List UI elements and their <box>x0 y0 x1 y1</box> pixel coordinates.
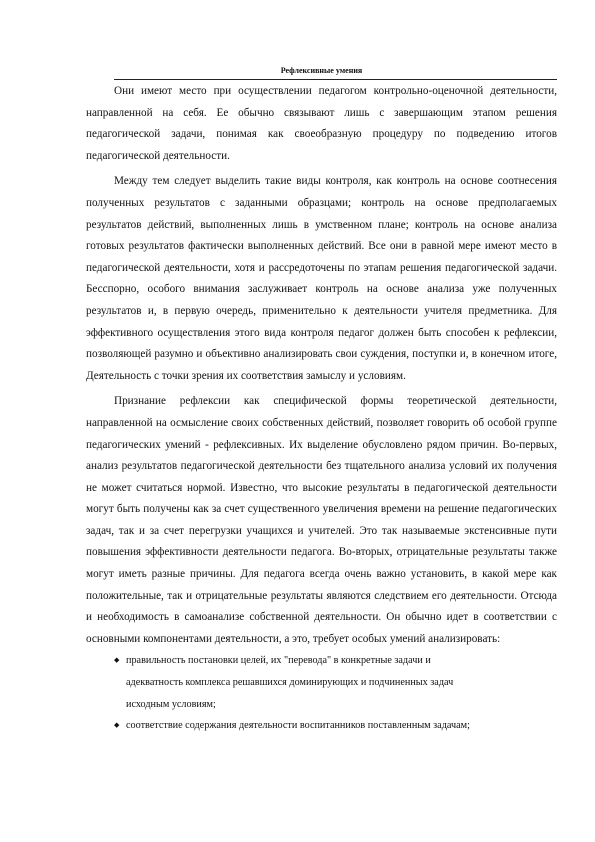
diamond-bullet-icon: ◆ <box>114 656 120 665</box>
list-item-text: правильность постановки целей, их "перевода" в конкретные задачи и адекватность комплекса решавшихся доминирующих и подчиненных задач исходным условиям; <box>126 655 454 710</box>
heading-underline <box>114 79 557 80</box>
bullet-list <box>86 650 557 736</box>
document-page <box>86 66 557 737</box>
list-item <box>86 650 486 715</box>
paragraph-2: Между тем следует выделить такие виды контроля, как контроль на основе соотнесения полученных результатов с заданными образцами; контроль на основе предполагаемых результатов действий, выполненных лишь в умственном плане; контроль на основе анализа готовых результатов фактически выполненных действий. Все они в равной мере имеют место в педагогической деятельности, хотя и рассредоточены по этапам решения педагогической задачи. Бесспорно, особого внимания заслуживает контроль на основе анализа уже полученных результатов и, в первую очередь, применительно к деятельности учителя предметника. Для эффективного осуществления этого вида контроля педагог должен быть способен к рефлексии, позволяющей разумно и объективно анализировать свои суждения, поступки и, в конечном итоге, Деятельность с точки зрения их соответствия замыслу и условиям. <box>86 175 557 382</box>
paragraph-3: Признание рефлексии как специфической формы теоретической деятельности, направленной на осмысление своих собственных действий, позволяет говорить об особой группе педагогических умений - рефлексивных. Их выделение обусловлено рядом причин. Во-первых, анализ результатов педагогической деятельности без тщательного анализа условий их получения не может считаться нормой. Известно, что высокие результаты в педагогической деятельности могут быть получены как за счет существенного увеличения времени на решение педагогических задач, так и за счет перегрузки учащихся и учителей. Это так называемые экстенсивные пути повышения эффективности деятельности педагога. Во-вторых, отрицательные результаты также могут иметь разные причины. Для педагога всегда очень важно установить, в какой мере как положительные, так и отрицательные результаты являются следствием его деятельности. Отсюда и необходимость в самоанализе собственной деятельности. Он обычно идет в соответствии с основными компонентами деятельности, а это, требует особых умений анализировать: <box>86 395 557 645</box>
list-item <box>86 715 566 737</box>
paragraph-1: Они имеют место при осуществлении педагогом контрольно-оценочной деятельности, направленной на себя. Ее обычно связывают лишь с завершающим этапом решения педагогической задачи, понимая как своеобразную процедуру по подведению итогов педагогической деятельности. <box>86 85 557 162</box>
diamond-bullet-icon: ◆ <box>114 721 120 730</box>
list-item-text: соответствие содержания деятельности воспитанников поставленным задачам; <box>126 720 470 732</box>
section-heading: Рефлексивные умения <box>280 66 363 75</box>
